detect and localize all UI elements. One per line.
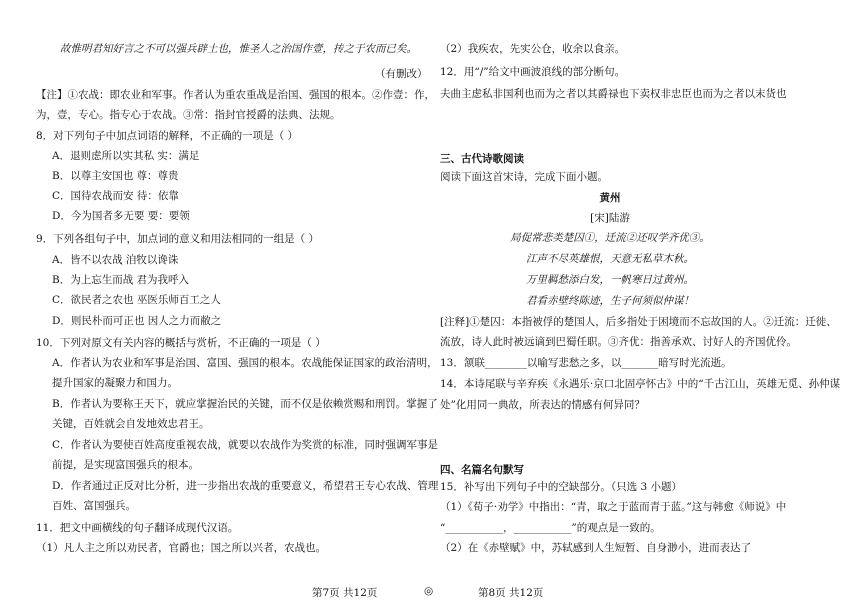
q10-option-d-line2: 百姓、富国强兵。 <box>52 500 136 512</box>
section-4-heading: 四、名篇名句默写 <box>440 464 524 476</box>
poem-line-2: 江声不尽英雄恨，天意无私草木秋。 <box>526 253 694 265</box>
q8-option-b: B．以尊主安国也 尊：尊贵 <box>52 170 179 182</box>
q8-option-c: C．国待农战而安 待：依靠 <box>52 190 179 202</box>
q15-item-2: （2）在《赤壁赋》中，苏轼感到人生短暂、自身渺小，进而表达了 <box>440 542 752 554</box>
source-note: （有删改） <box>375 68 428 80</box>
q10-option-b-line2: 关键，百姓就会自发地效忠君王。 <box>52 418 210 430</box>
poem-line-4: 君看赤壁终陈迹，生子何须似仲谋！ <box>526 295 694 307</box>
question-11: 11．把文中画横线的句子翻译成现代汉语。 <box>36 522 239 534</box>
q10-option-b-line1: B．作者认为要称王天下，就应掌握治民的关键，而不仅是依赖赏赐和刑罚。掌握了 <box>52 398 438 410</box>
q8-option-d: D．今为国者多无要 要：要领 <box>52 210 190 222</box>
quote-line: 故惟明君知好言之不可以强兵辟土也，惟圣人之治国作壹，抟之于农而已矣。 <box>60 43 417 55</box>
q15-item-1-line1: （1）《荀子·劝学》中指出：“青，取之于蓝而青于蓝。”这与韩愈《师说》中 <box>440 501 787 513</box>
q11-sentence-1: （1）凡人主之所以劝民者，官爵也；国之所以兴者，农战也。 <box>36 542 327 554</box>
page-number-right: 第8页 共12页 <box>478 587 544 599</box>
q9-option-b: B．为上忘生而战 君为我呼入 <box>52 274 190 286</box>
question-10: 10．下列对原文有关内容的概括与赏析，不正确的一项是（ ） <box>36 337 326 349</box>
q10-option-a-line2: 提升国家的凝聚力和国力。 <box>52 377 178 389</box>
q9-option-a: A．皆不以农战 洎牧以谗诛 <box>52 254 179 266</box>
footer-symbol: ◎ <box>424 585 434 597</box>
q10-option-c-line1: C．作者认为要使百姓高度重视农战，就要以农战作为奖赏的标准，同时强调军事是 <box>52 439 439 451</box>
poem-note-line-2: 流放，诗人此时被远谪到巴蜀任职。③齐优：指善承欢、讨好人的齐国优伶。 <box>440 336 797 348</box>
poem-author: [宋]陆游 <box>590 212 630 224</box>
q10-option-a-line1: A．作者认为农业和军事是治国、富国、强国的根本。农战能保证国家的政治清明， <box>52 357 438 369</box>
poem-line-3: 万里羁愁添白发，一帆寒日过黄州。 <box>526 274 694 286</box>
q8-option-a: A．退则虑所以实其私 实：满足 <box>52 150 200 162</box>
q15-item-1-line2: “___________，___________”的观点是一致的。 <box>440 522 661 534</box>
q11-sentence-2: （2）我疾农，先实公仓，收余以食亲。 <box>440 43 626 55</box>
page-number-left: 第7页 共12页 <box>312 587 378 599</box>
question-12: 12．用“/”给文中画波浪线的部分断句。 <box>440 66 626 78</box>
annotation-line-1: 【注】①农战：即农业和军事。作者认为重农重战是治国、强国的根本。②作壹：作， <box>36 89 435 101</box>
poem-line-1: 局促常悲类楚囚①，迁流②还叹学齐优③。 <box>510 232 710 244</box>
q12-text: 夫曲主虑私非国利也而为之者以其爵禄也下卖权非忠臣也而为之者以末货也 <box>440 88 787 100</box>
question-15: 15．补写出下列句子中的空缺部分。（只选 3 小题） <box>440 481 682 493</box>
section-3-heading: 三、古代诗歌阅读 <box>440 153 524 165</box>
question-9: 9．下列各组句子中，加点词的意义和用法相同的一组是（ ） <box>36 233 320 245</box>
q10-option-d-line1: D．作者通过正反对比分析，进一步指出农战的重要意义，希望君王专心农战、管理 <box>52 480 439 492</box>
question-14-line2: 处”化用同一典故，所表达的情感有何异同？ <box>440 399 645 411</box>
poem-note-line-1: [注释]①楚囚：本指被俘的楚国人，后多指处于困境而不忘故国的人。②迁流：迁徙、 <box>440 316 837 328</box>
q9-option-c: C．欲民者之农也 巫医乐师百工之人 <box>52 294 221 306</box>
q9-option-d: D．则民朴而可正也 因人之力而敝之 <box>52 315 222 327</box>
question-8: 8．对下列句子中加点词语的解释，不正确的一项是（ ） <box>36 130 299 142</box>
q10-option-c-line2: 前提，是实现富国强兵的根本。 <box>52 459 199 471</box>
annotation-line-2: 为，壹，专心。指专心于农战。③常：指封官授爵的法典、法规。 <box>36 109 341 121</box>
section-3-intro: 阅读下面这首宋诗，完成下面小题。 <box>440 171 608 183</box>
poem-title: 黄州 <box>599 192 621 204</box>
question-14-line1: 14．本诗尾联与辛弃疾《永遇乐·京口北固亭怀古》中的“千古江山，英雄无觅、孙仲谋 <box>440 378 841 390</box>
question-13: 13．颔联________以喻写悲愁之多，以_______暗写时光流逝。 <box>440 357 732 369</box>
